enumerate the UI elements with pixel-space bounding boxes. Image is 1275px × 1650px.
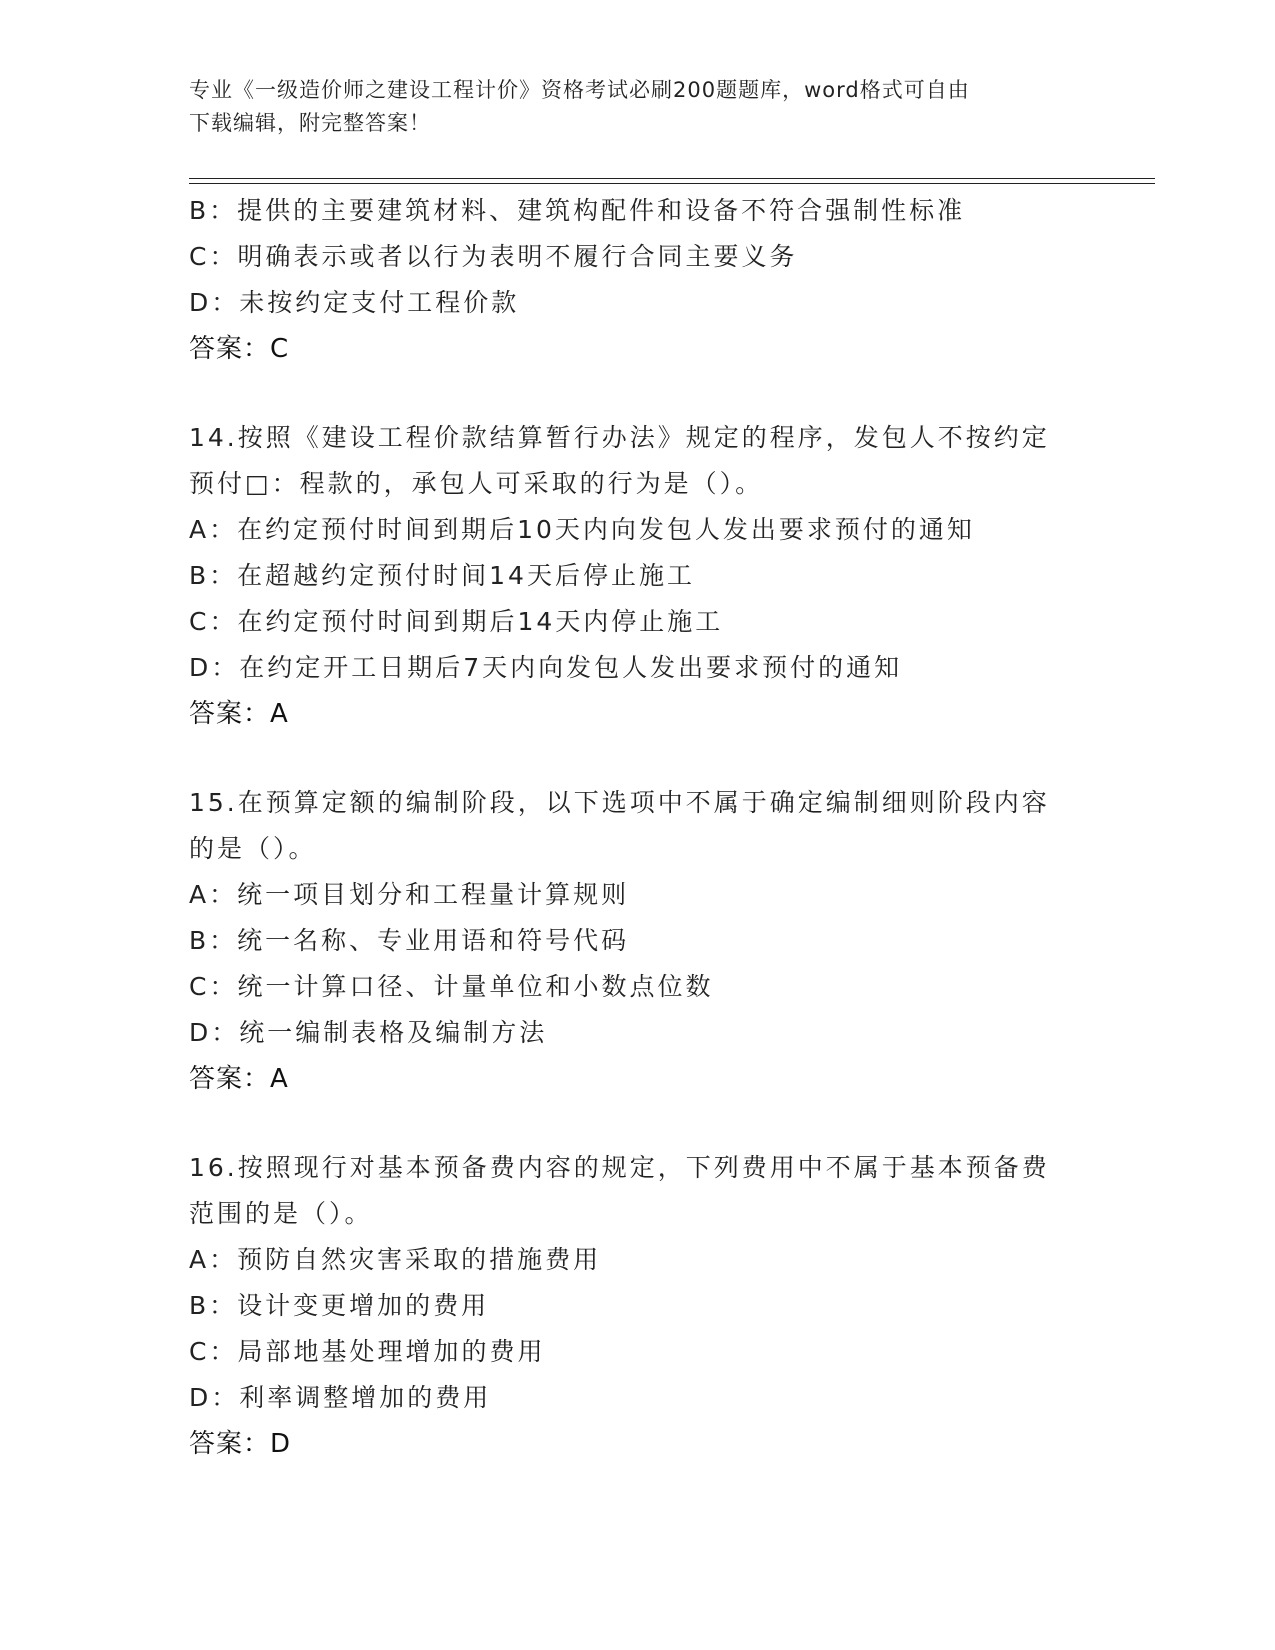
option-d: D：统一编制表格及编制方法 bbox=[189, 1018, 548, 1047]
question-stem-line-2: 预付□：程款的，承包人可采取的行为是（）。 bbox=[189, 469, 764, 498]
question-stem-line-1: 14.按照《建设工程价款结算暂行办法》规定的程序，发包人不按约定 bbox=[189, 423, 1050, 452]
question-list bbox=[189, 188, 1089, 1467]
answer-label: 答案：A bbox=[189, 1064, 289, 1094]
header-divider-bottom bbox=[189, 183, 1155, 184]
spacer bbox=[189, 737, 1089, 780]
question-14 bbox=[189, 415, 1089, 737]
option-c: C：统一计算口径、计量单位和小数点位数 bbox=[189, 972, 714, 1001]
question-stem-line-2: 范围的是（）。 bbox=[189, 1199, 373, 1228]
option-d: D：在约定开工日期后7天内向发包人发出要求预付的通知 bbox=[189, 653, 903, 682]
option-c: C：在约定预付时间到期后14天内停止施工 bbox=[189, 607, 724, 636]
question-stem-line-2: 的是（）。 bbox=[189, 834, 317, 863]
spacer bbox=[189, 1102, 1089, 1145]
option-c: C：明确表示或者以行为表明不履行合同主要义务 bbox=[189, 242, 798, 271]
option-a: A：预防自然灾害采取的措施费用 bbox=[189, 1245, 602, 1274]
header-divider-top bbox=[189, 178, 1155, 179]
spacer bbox=[189, 372, 1089, 415]
option-d: D：利率调整增加的费用 bbox=[189, 1383, 492, 1412]
question-stem-line-1: 16.按照现行对基本预备费内容的规定，下列费用中不属于基本预备费 bbox=[189, 1153, 1050, 1182]
option-b: B：在超越约定预付时间14天后停止施工 bbox=[189, 561, 695, 590]
option-d: D：未按约定支付工程价款 bbox=[189, 288, 520, 317]
option-a: A：在约定预付时间到期后10天内向发包人发出要求预付的通知 bbox=[189, 515, 975, 544]
option-b: B：提供的主要建筑材料、建筑构配件和设备不符合强制性标准 bbox=[189, 196, 966, 225]
header-line-2: 下载编辑，附完整答案！ bbox=[189, 111, 431, 135]
header-line-1: 专业《一级造价师之建设工程计价》资格考试必刷200题题库，word格式可自由 bbox=[189, 78, 970, 102]
option-b: B：设计变更增加的费用 bbox=[189, 1291, 490, 1320]
answer-label: 答案：C bbox=[189, 334, 290, 364]
option-c: C：局部地基处理增加的费用 bbox=[189, 1337, 546, 1366]
question-13-continued bbox=[189, 188, 1089, 372]
option-b: B：统一名称、专业用语和符号代码 bbox=[189, 926, 630, 955]
question-stem-line-1: 15.在预算定额的编制阶段，以下选项中不属于确定编制细则阶段内容 bbox=[189, 788, 1050, 817]
question-16 bbox=[189, 1145, 1089, 1467]
answer-label: 答案：A bbox=[189, 699, 289, 729]
option-a: A：统一项目划分和工程量计算规则 bbox=[189, 880, 630, 909]
question-15 bbox=[189, 780, 1089, 1102]
page-header bbox=[189, 74, 1089, 140]
answer-label: 答案：D bbox=[189, 1429, 292, 1459]
